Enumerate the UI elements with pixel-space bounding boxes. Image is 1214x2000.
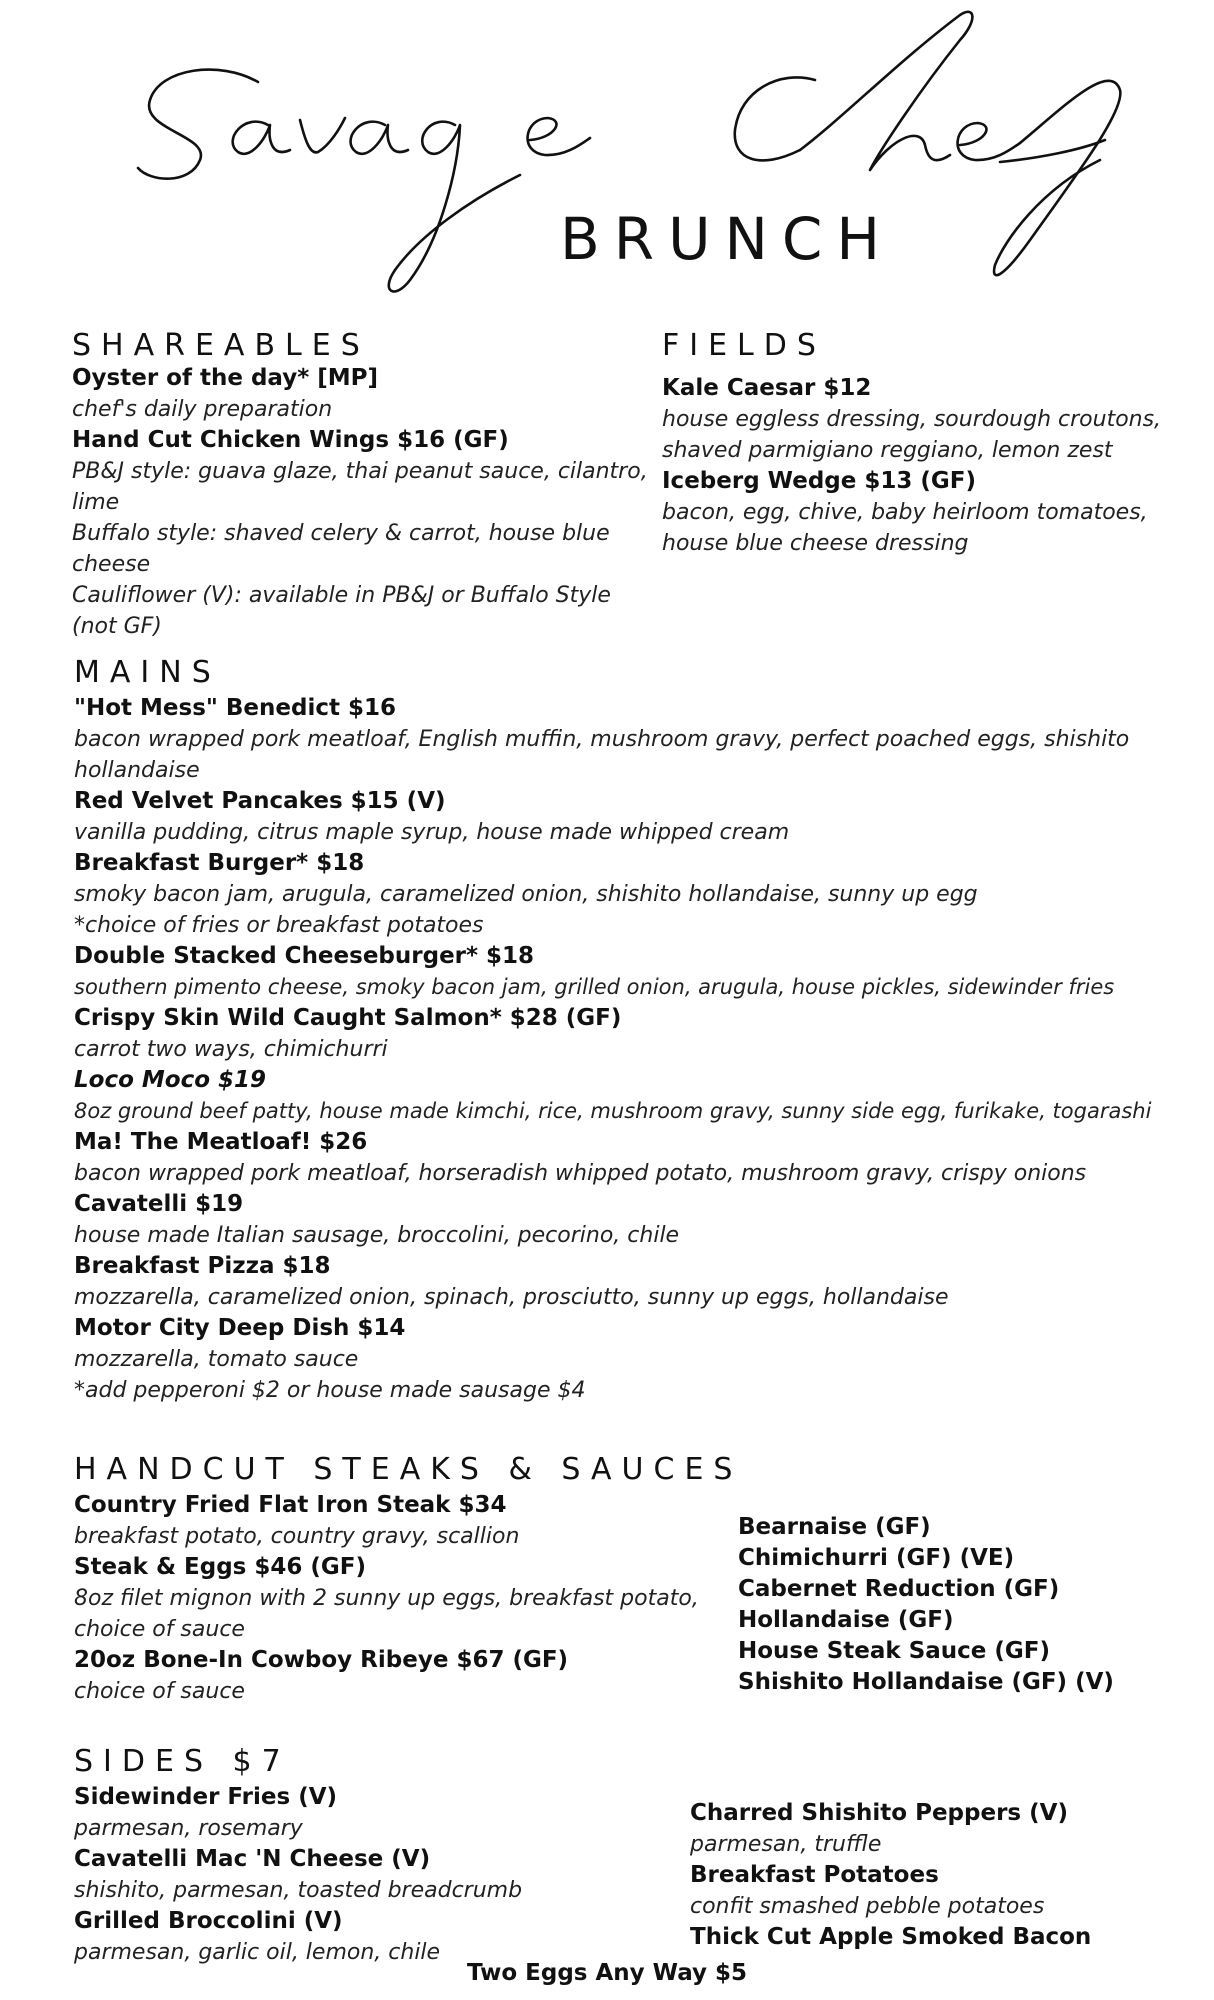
menu-item-desc: Cauliflower (V): available in PB&J or Buffalo Style (72, 583, 611, 608)
steaks-list (74, 1490, 714, 1707)
menu-item-name: Motor City Deep Dish $14 (74, 1315, 406, 1341)
sauce-item: Shishito Hollandaise (GF) (V) (738, 1669, 1114, 1695)
sauce-item: House Steak Sauce (GF) (738, 1638, 1051, 1664)
menu-item-desc: confit smashed pebble potatoes (690, 1894, 1045, 1919)
menu-item-desc: carrot two ways, chimichurri (74, 1037, 388, 1062)
menu-item-name: Breakfast Potatoes (690, 1862, 939, 1888)
menu-item-desc: bacon wrapped pork meatloaf, English muffin, mushroom gravy, perfect poached eggs, shishito (74, 727, 1130, 752)
menu-item-desc: house blue cheese dressing (662, 531, 969, 556)
fields-list (662, 373, 1202, 559)
menu-item-name: Ma! The Meatloaf! $26 (74, 1129, 368, 1155)
menu-item-desc: 8oz ground beef patty, house made kimchi, rice, mushroom gravy, sunny side egg, furikake, togarashi (74, 1099, 1152, 1123)
menu-item-desc: bacon, egg, chive, baby heirloom tomatoes, (662, 500, 1148, 525)
menu-item-name: Country Fried Flat Iron Steak $34 (74, 1492, 507, 1518)
menu-item-desc: shaved parmigiano reggiano, lemon zest (662, 438, 1113, 463)
menu-item-name: Hand Cut Chicken Wings $16 (GF) (72, 427, 509, 453)
menu-item-desc: choice of sauce (74, 1617, 245, 1642)
menu-item-desc: mozzarella, caramelized onion, spinach, prosciutto, sunny up eggs, hollandaise (74, 1285, 949, 1310)
menu-item-desc: chef's daily preparation (72, 397, 333, 422)
mains-list (74, 693, 1204, 1406)
menu-item-desc: vanilla pudding, citrus maple syrup, house made whipped cream (74, 820, 790, 845)
menu-item-name: Cavatelli $19 (74, 1191, 244, 1217)
menu-item-name: "Hot Mess" Benedict $16 (74, 695, 396, 721)
section-title-fields: FIELDS (662, 328, 826, 363)
menu-item-desc: bacon wrapped pork meatloaf, horseradish whipped potato, mushroom gravy, crispy onions (74, 1161, 1087, 1186)
menu-item-name: Thick Cut Apple Smoked Bacon (690, 1924, 1092, 1950)
menu-item-name: Kale Caesar $12 (662, 375, 872, 401)
menu-item-desc: parmesan, rosemary (74, 1816, 303, 1841)
menu-item-desc: *add pepperoni $2 or house made sausage $4 (74, 1378, 586, 1403)
menu-item-desc: mozzarella, tomato sauce (74, 1347, 359, 1372)
shareables-list (72, 363, 652, 642)
menu-subtitle: BRUNCH (560, 205, 895, 273)
section-title-shareables: SHAREABLES (72, 328, 370, 363)
menu-item-desc: PB&J style: guava glaze, thai peanut sauce, cilantro, (72, 459, 648, 484)
menu-item-desc: Buffalo style: shaved celery & carrot, house blue (72, 521, 610, 546)
menu-item-desc: shishito, parmesan, toasted breadcrumb (74, 1878, 523, 1903)
menu-item-name: Iceberg Wedge $13 (GF) (662, 468, 976, 494)
menu-item-desc: lime (72, 490, 120, 515)
menu-item-name: Cavatelli Mac 'N Cheese (V) (74, 1846, 431, 1872)
menu-item-desc: house made Italian sausage, broccolini, pecorino, chile (74, 1223, 680, 1248)
sides-list-left (74, 1782, 674, 1968)
menu-item-name: 20oz Bone-In Cowboy Ribeye $67 (GF) (74, 1647, 569, 1673)
menu-item-desc: house eggless dressing, sourdough croutons, (662, 407, 1162, 432)
menu-item-desc: smoky bacon jam, arugula, caramelized onion, shishito hollandaise, sunny up egg (74, 882, 978, 907)
menu-item-desc: *choice of fries or breakfast potatoes (74, 913, 484, 938)
menu-item-desc: southern pimento cheese, smoky bacon jam, grilled onion, arugula, house pickles, sidewinder fries (74, 975, 1115, 999)
footer-note: Two Eggs Any Way $5 (466, 1960, 748, 1986)
menu-item-name: Sidewinder Fries (V) (74, 1784, 338, 1810)
menu-item-name: Loco Moco $19 (74, 1067, 267, 1093)
section-title-sides: SIDES $7 (74, 1744, 291, 1779)
sauce-item: Cabernet Reduction (GF) (738, 1576, 1060, 1602)
menu-item-name: Breakfast Burger* $18 (74, 850, 365, 876)
menu-item-name: Steak & Eggs $46 (GF) (74, 1554, 367, 1580)
menu-item-name: Double Stacked Cheeseburger* $18 (74, 943, 535, 969)
menu-item-desc: cheese (72, 552, 151, 577)
menu-item-name: Crispy Skin Wild Caught Salmon* $28 (GF) (74, 1005, 622, 1031)
menu-item-desc: parmesan, truffle (690, 1832, 882, 1857)
sauce-item: Bearnaise (GF) (738, 1514, 931, 1540)
menu-item-name: Grilled Broccolini (V) (74, 1908, 343, 1934)
sauce-item: Hollandaise (GF) (738, 1607, 954, 1633)
menu-item-desc: parmesan, garlic oil, lemon, chile (74, 1940, 441, 1965)
section-title-mains: MAINS (74, 655, 221, 690)
section-title-steaks: HANDCUT STEAKS & SAUCES (74, 1452, 743, 1487)
sauce-item: Chimichurri (GF) (VE) (738, 1545, 1015, 1571)
menu-item-name: Charred Shishito Peppers (V) (690, 1800, 1068, 1826)
menu-item-desc: breakfast potato, country gravy, scallion (74, 1524, 520, 1549)
menu-item-name: Red Velvet Pancakes $15 (V) (74, 788, 446, 814)
menu-item-name: Oyster of the day* [MP] (72, 365, 379, 391)
menu-item-desc: choice of sauce (74, 1679, 245, 1704)
menu-item-name: Breakfast Pizza $18 (74, 1253, 331, 1279)
menu-item-desc: hollandaise (74, 758, 200, 783)
sides-list-right (690, 1798, 1205, 1953)
sauces-list (738, 1512, 1208, 1698)
menu-item-desc: 8oz filet mignon with 2 sunny up eggs, breakfast potato, (74, 1586, 699, 1611)
menu-item-desc: (not GF) (72, 614, 162, 639)
